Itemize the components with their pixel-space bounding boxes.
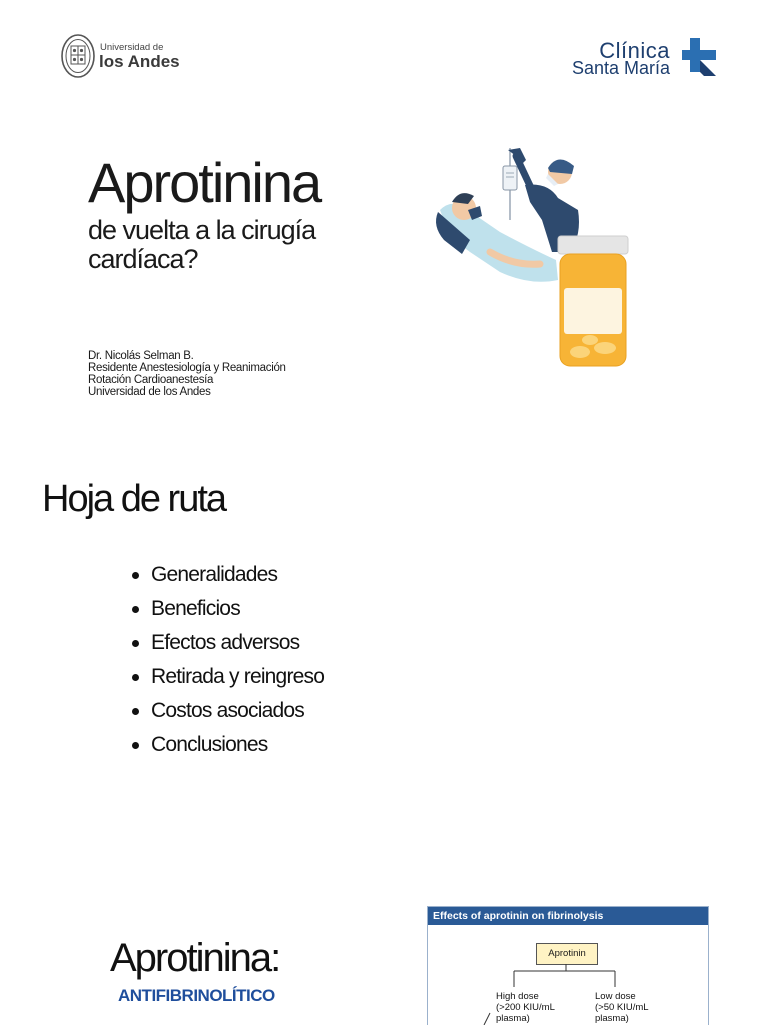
roadmap-list <box>130 560 324 764</box>
aprotinin-slide-title: Aprotinina: <box>110 936 280 980</box>
bullet-icon <box>132 674 139 681</box>
author-block <box>88 350 286 398</box>
presentation-title: Aprotinina <box>88 151 321 214</box>
roadmap-item <box>130 662 324 696</box>
clinica-santa-maria-logo <box>566 38 726 82</box>
fibrinolysis-figure <box>427 906 709 1025</box>
clinic-name-line1: Clínica <box>599 38 670 63</box>
roadmap-item-label: Beneficios <box>151 597 240 620</box>
figure-low-dose-node <box>595 991 649 1024</box>
university-seal-icon <box>60 33 96 79</box>
roadmap-item-label: Efectos adversos <box>151 631 300 654</box>
roadmap-item-label: Costos asociados <box>151 699 304 722</box>
low-dose-line: Low dose <box>595 991 636 1002</box>
university-label-big: los Andes <box>99 52 180 71</box>
aprotinin-slide-subtitle: ANTIFIBRINOLÍTICO <box>118 986 275 1005</box>
presentation-subtitle: de vuelta a la cirugía cardíaca? <box>88 215 316 274</box>
roadmap-item <box>130 594 324 628</box>
university-label-small: Universidad de <box>100 42 164 53</box>
author-rotation: Rotación Cardioanestesía <box>88 374 214 386</box>
low-dose-line: (>50 KIU/mL <box>595 1002 649 1013</box>
high-dose-line: High dose <box>496 991 539 1002</box>
figure-root-node: Aprotinin <box>536 943 598 965</box>
figure-high-dose-node <box>496 991 555 1024</box>
roadmap-item-label: Generalidades <box>151 563 278 586</box>
bullet-icon <box>132 742 139 749</box>
bullet-icon <box>132 708 139 715</box>
roadmap-item <box>130 560 324 594</box>
author-name: Dr. Nicolás Selman B. <box>88 350 194 362</box>
figure-header: Effects of aprotinin on fibrinolysis <box>428 907 708 925</box>
roadmap-item <box>130 628 324 662</box>
high-dose-line: plasma) <box>496 1013 530 1024</box>
figure-connectors <box>428 907 708 1025</box>
clinic-name-line2: Santa María <box>571 58 670 78</box>
patient-surgeon-pill-bottle-illustration <box>430 140 650 375</box>
roadmap-item <box>130 696 324 730</box>
high-dose-line: (>200 KIU/mL <box>496 1002 555 1013</box>
roadmap-item-label: Conclusiones <box>151 733 268 756</box>
author-institution: Universidad de los Andes <box>88 386 211 398</box>
bullet-icon <box>132 606 139 613</box>
author-role: Residente Anestesiología y Reanimación <box>88 362 286 374</box>
roadmap-title: Hoja de ruta <box>42 478 226 520</box>
universidad-de-los-andes-logo <box>60 33 190 81</box>
medical-cross-icon <box>676 38 720 78</box>
bullet-icon <box>132 640 139 647</box>
roadmap-item <box>130 730 324 764</box>
bullet-icon <box>132 572 139 579</box>
roadmap-item-label: Retirada y reingreso <box>151 665 325 688</box>
low-dose-line: plasma) <box>595 1013 629 1024</box>
